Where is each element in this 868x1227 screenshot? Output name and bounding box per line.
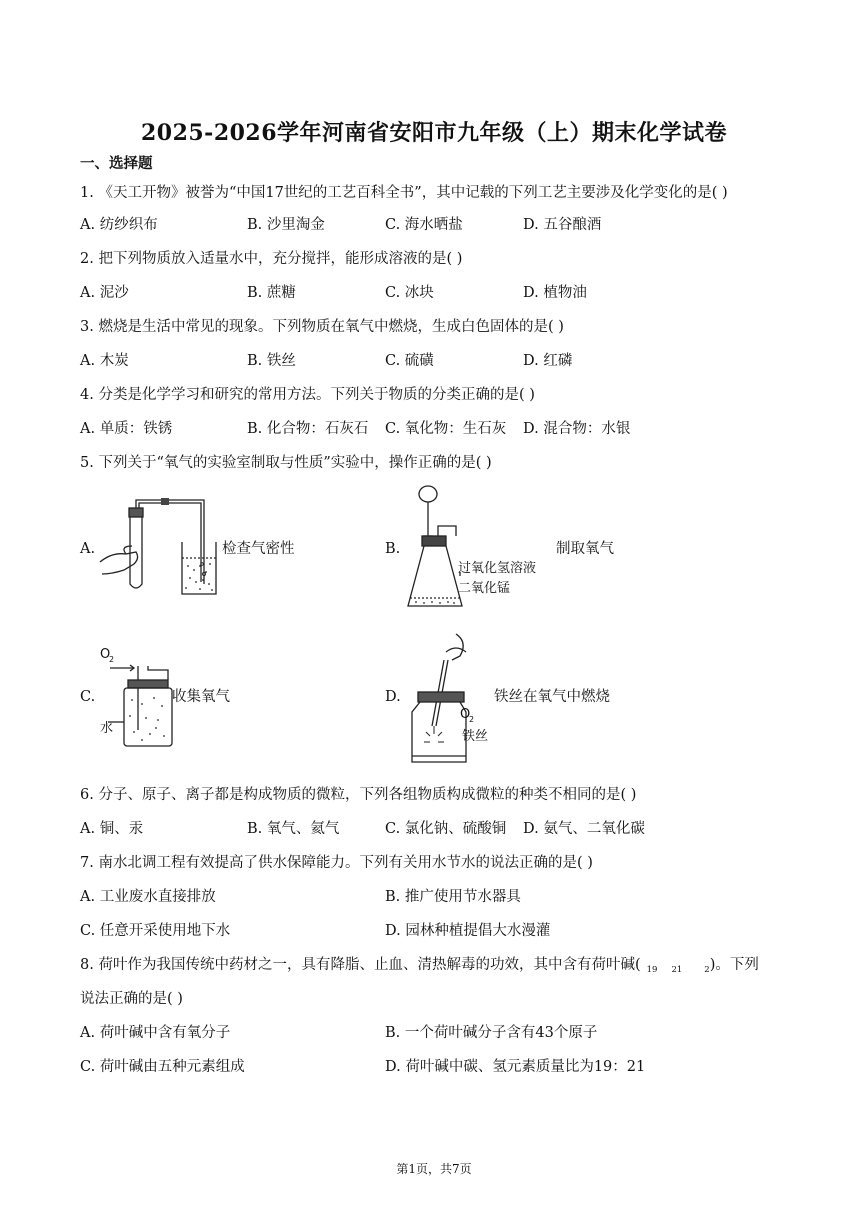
- label-oxygen-c: O: [100, 647, 111, 662]
- q3-option-c: C. 硫磺: [385, 353, 434, 369]
- q1-option-a: A. 纺纱织布: [80, 217, 158, 233]
- q7-option-d: D. 园林种植提倡大水漫灌: [385, 923, 551, 939]
- question-5-stem: 5. 下列关于“氧气的实验室制取与性质”实验中，操作正确的是( ): [80, 455, 492, 471]
- question-1-stem: 1. 《天工开物》被誉为“中国17世纪的工艺百科全书”，其中记载的下列工艺主要涉及化学变化的是( ): [80, 185, 728, 201]
- q5-option-d-caption: 铁丝在氧气中燃烧: [494, 689, 610, 705]
- figure-airtightness-check: [96, 496, 226, 600]
- q8-stem-end: )。下列: [709, 957, 759, 973]
- q3-option-b: B. 铁丝: [247, 353, 296, 369]
- q6-option-c: C. 氯化钠、硫酸铜: [385, 821, 507, 837]
- q2-option-d: D. 植物油: [523, 285, 587, 301]
- label-oxygen-d-subscript: 2: [469, 715, 475, 724]
- q2-option-c: C. 冰块: [385, 285, 434, 301]
- q2-option-a: A. 泥沙: [80, 285, 129, 301]
- q7-option-c: C. 任意开采使用地下水: [80, 923, 231, 939]
- question-8-stem: [80, 956, 759, 979]
- q8-subscript-carbon: 19: [646, 965, 658, 975]
- question-7-stem: 7. 南水北调工程有效提高了供水保障能力。下列有关用水节水的说法正确的是( ): [80, 855, 593, 871]
- q8-option-a: A. 荷叶碱中含有氧分子: [80, 1025, 231, 1041]
- q7-option-b: B. 推广使用节水器具: [385, 889, 521, 905]
- figure-iron-combustion: [404, 630, 524, 764]
- q5-option-a-letter: A.: [80, 541, 96, 557]
- q2-option-b: B. 蔗糖: [247, 285, 296, 301]
- q8-option-d: D. 荷叶碱中碳、氢元素质量比为19：21: [385, 1059, 646, 1075]
- label-oxygen-d: O: [460, 707, 471, 722]
- q3-option-d: D. 红磷: [523, 353, 573, 369]
- figure-gas-collection: [98, 644, 178, 754]
- question-6-stem: 6. 分子、原子、离子都是构成物质的微粒，下列各组物质构成微粒的种类不相同的是( ): [80, 787, 637, 803]
- q6-option-a: A. 铜、汞: [80, 821, 144, 837]
- q5-option-b-caption: 制取氧气: [556, 541, 614, 557]
- q8-option-c: C. 荷叶碱由五种元素组成: [80, 1059, 245, 1075]
- q8-stem-start: 8. 荷叶作为我国传统中药材之一，具有降脂、止血、清热解毒的功效，其中含有荷叶碱(: [80, 957, 641, 973]
- page-title: 2025-2026学年河南省安阳市九年级（上）期末化学试卷: [140, 120, 728, 146]
- q1-option-b: B. 沙里淘金: [247, 217, 325, 233]
- question-2-stem: 2. 把下列物质放入适量水中，充分搅拌，能形成溶液的是( ): [80, 251, 463, 267]
- section-heading: 一、选择题: [80, 155, 153, 172]
- q5-option-d-letter: D.: [385, 689, 401, 705]
- label-oxygen-c-subscript: 2: [109, 655, 115, 664]
- q3-option-a: A. 木炭: [80, 353, 129, 369]
- label-iron-wire: 铁丝: [462, 729, 489, 744]
- q4-option-d: D. 混合物：水银: [523, 421, 631, 437]
- page-footer: 第1页，共7页: [396, 1162, 472, 1176]
- label-manganese-dioxide: 二氧化锰: [458, 581, 511, 596]
- question-8-stem-line2: 说法正确的是( ): [80, 991, 183, 1007]
- q5-option-c-caption: 收集氧气: [172, 689, 230, 705]
- q6-option-d: D. 氨气、二氧化碳: [523, 821, 645, 837]
- label-water: 水: [100, 721, 114, 736]
- q5-option-b-letter: B.: [385, 541, 401, 557]
- q4-option-c: C. 氧化物：生石灰: [385, 421, 507, 437]
- q4-option-a: A. 单质：铁锈: [80, 421, 173, 437]
- q8-subscript-hydrogen: 21: [671, 965, 683, 975]
- q5-option-a-caption: 检查气密性: [222, 541, 295, 557]
- q5-option-c-letter: C.: [80, 689, 96, 705]
- q4-option-b: B. 化合物：石灰石: [247, 421, 369, 437]
- q1-option-c: C. 海水晒盐: [385, 217, 463, 233]
- q8-option-b: B. 一个荷叶碱分子含有43个原子: [385, 1025, 598, 1041]
- figure-oxygen-preparation: [400, 484, 556, 616]
- q1-option-d: D. 五谷酿酒: [523, 217, 602, 233]
- question-4-stem: 4. 分类是化学学习和研究的常用方法。下列关于物质的分类正确的是( ): [80, 387, 535, 403]
- q7-option-a: A. 工业废水直接排放: [80, 889, 216, 905]
- label-hydrogen-peroxide: 过氧化氢溶液: [458, 561, 537, 576]
- q8-subscript-nitrogen: 2: [704, 965, 710, 975]
- question-3-stem: 3. 燃烧是生活中常见的现象。下列物质在氧气中燃烧，生成白色固体的是( ): [80, 319, 564, 335]
- q6-option-b: B. 氧气、氦气: [247, 821, 340, 837]
